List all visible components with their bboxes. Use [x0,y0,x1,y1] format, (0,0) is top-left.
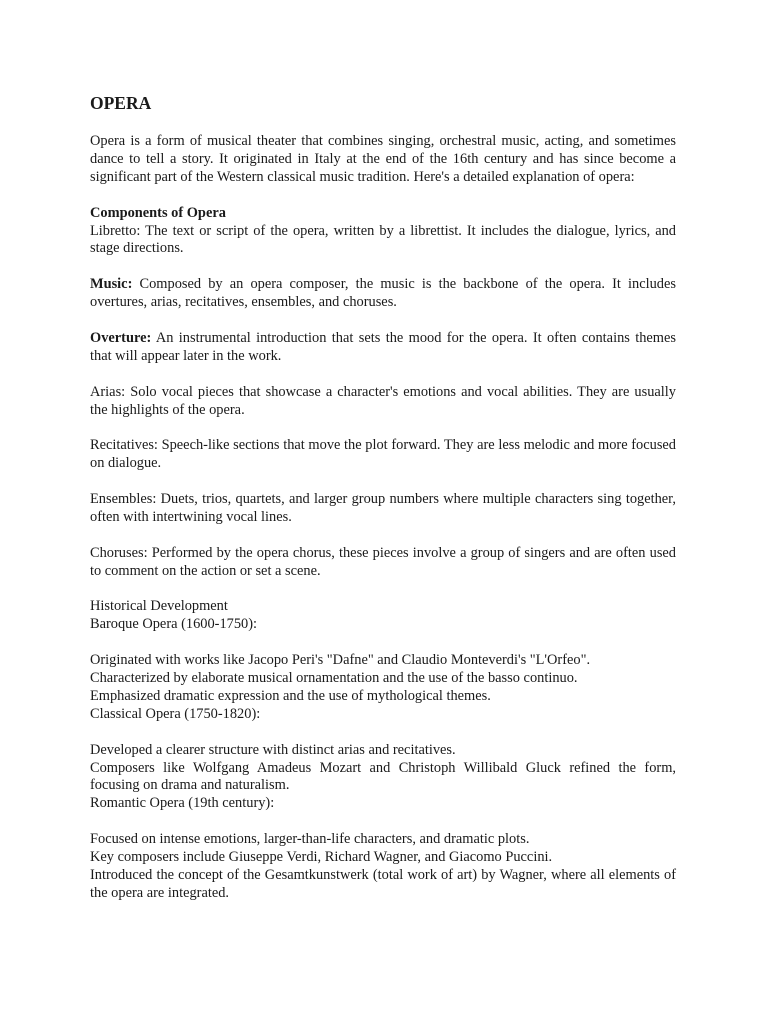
components-heading: Components of Opera [90,204,226,221]
classical-item: Developed a clearer structure with distinct arias and recitatives. [90,741,456,758]
baroque-item: Characterized by elaborate musical ornamentation and the use of the basso continuo. [90,670,578,687]
spacer [90,813,676,831]
spacer [90,312,676,330]
arias-paragraph: Arias: Solo vocal pieces that showcase a character's emotions and vocal abilities. They are usually the highlights of the opera. [90,383,676,418]
recitatives-paragraph: Recitatives: Speech-like sections that move the plot forward. They are less melodic and more focused on dialogue. [90,437,676,472]
spacer [90,473,676,491]
romantic-heading: Romantic Opera (19th century): [90,795,275,812]
spacer [90,419,676,437]
spacer [90,581,676,599]
document-title: OPERA [90,93,152,113]
music-label: Music: [90,276,133,293]
spacer [90,634,676,652]
romantic-item: Key composers include Giuseppe Verdi, Richard Wagner, and Giacomo Puccini. [90,849,553,866]
document-page [90,92,676,903]
classical-item: Composers like Wolfgang Amadeus Mozart and Christoph Willibald Gluck refined the form, focusing on drama and naturalism. [90,759,676,794]
romantic-item: Introduced the concept of the Gesamtkunstwerk (total work of art) by Wagner, where all elements of the opera are integrated. [90,866,676,901]
romantic-item: Focused on intense emotions, larger-than-life characters, and dramatic plots. [90,831,530,848]
spacer [90,187,676,205]
music-paragraph [90,276,676,312]
music-text: Composed by an opera composer, the music is the backbone of the opera. It includes overtures, arias, recitatives, ensembles, and choruses. [90,276,676,311]
baroque-item: Emphasized dramatic expression and the use of mythological themes. [90,687,491,704]
baroque-heading: Baroque Opera (1600-1750): [90,616,258,633]
spacer [90,258,676,276]
overture-text: An instrumental introduction that sets the mood for the opera. It often contains themes that will appear later in the work. [90,329,676,364]
intro-paragraph: Opera is a form of musical theater that combines singing, orchestral music, acting, and sometimes dance to tell a story. It originated in Italy at the end of the 16th century and has since become a significant part of the Western classical music tradition. Here's a detailed explanation of opera: [90,133,676,185]
baroque-item: Originated with works like Jacopo Peri's "Dafne" and Claudio Monteverdi's "L'Orfeo". [90,652,591,669]
choruses-paragraph: Choruses: Performed by the opera chorus, these pieces involve a group of singers and are often used to comment on the action or set a scene. [90,544,676,579]
libretto-paragraph: Libretto: The text or script of the opera, written by a librettist. It includes the dialogue, lyrics, and stage directions. [90,222,676,257]
overture-label: Overture: [90,329,152,346]
classical-heading: Classical Opera (1750-1820): [90,705,261,722]
spacer [90,724,676,742]
history-heading: Historical Development [90,598,228,615]
spacer [90,366,676,384]
ensembles-paragraph: Ensembles: Duets, trios, quartets, and larger group numbers where multiple characters sing together, often with intertwining vocal lines. [90,491,676,525]
overture-paragraph [90,330,676,366]
spacer [90,527,676,545]
